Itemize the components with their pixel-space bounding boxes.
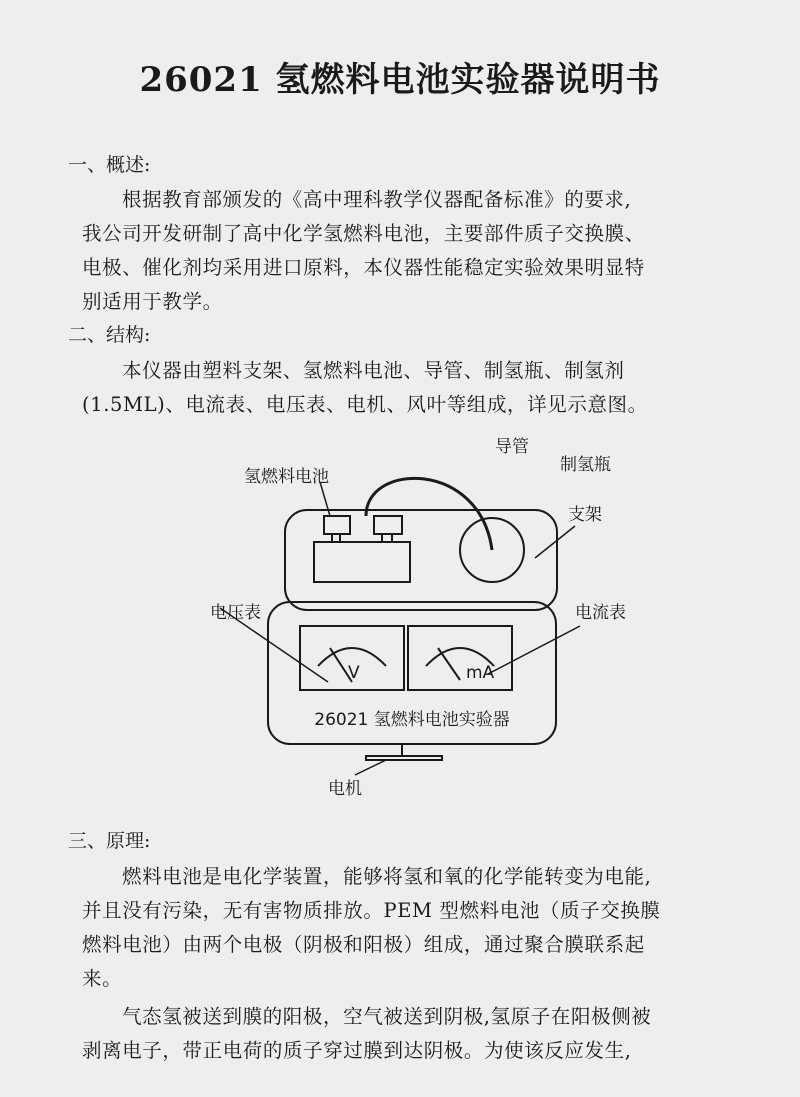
section3-line-6: 剥离电子，带正电荷的质子穿过膜到达阴极。为使该反应发生,	[82, 1039, 632, 1062]
ammeter-needle	[438, 648, 460, 680]
section2-line-2: (1.5ML)、电流表、电压表、电机、风叶等组成，详见示意图。	[82, 393, 648, 416]
section2-line-1: 本仪器由塑料支架、氢燃料电池、导管、制氢瓶、制氢剂	[122, 359, 625, 382]
stand-upper-body	[285, 510, 557, 610]
fuel-cell-terminal-right	[374, 516, 402, 534]
ammeter-box	[408, 626, 512, 690]
section3-line-5: 气态氢被送到膜的阳极，空气被送到阴极,氢原子在阳极侧被	[122, 1005, 652, 1028]
section1-line-3: 电极、催化剂均采用进口原料，本仪器性能稳定实验效果明显特	[82, 256, 645, 279]
label-fuel-cell: 氢燃料电池	[244, 467, 329, 487]
section3-line-3: 燃料电池）由两个电极（阴极和阳极）组成，通过聚合膜联系起	[82, 933, 645, 956]
apparatus-diagram	[180, 430, 780, 820]
ammeter-leader	[488, 626, 580, 674]
section3-line-4: 来。	[82, 967, 123, 990]
section1-heading: 一、概述:	[68, 154, 151, 176]
device-name-label: 26021 氢燃料电池实验器	[314, 710, 510, 730]
stand-leader	[535, 526, 575, 558]
motor-leader	[355, 760, 386, 775]
fuel-cell-block	[314, 542, 410, 582]
label-hydrogen-bottle: 制氢瓶	[560, 455, 611, 475]
section3-heading: 三、原理:	[68, 830, 151, 852]
label-motor: 电机	[328, 779, 362, 799]
section1-line-2: 我公司开发研制了高中化学氢燃料电池，主要部件质子交换膜、	[82, 222, 645, 245]
label-voltmeter: 电压表	[210, 603, 261, 623]
label-tube: 导管	[495, 437, 529, 457]
section3-line-2: 并且没有污染，无有害物质排放。PEM 型燃料电池（质子交换膜	[82, 899, 661, 922]
label-stand: 支架	[568, 505, 602, 525]
motor-base-bar	[366, 756, 442, 760]
section3-line-1: 燃料电池是电化学装置，能够将氢和氧的化学能转变为电能,	[122, 865, 652, 888]
section1-line-4: 别适用于教学。	[82, 290, 223, 313]
voltmeter-unit: V	[348, 663, 360, 683]
connecting-tube	[366, 478, 492, 550]
fuel-cell-terminal-left	[324, 516, 350, 534]
section2-heading: 二、结构:	[68, 324, 151, 346]
label-ammeter: 电流表	[575, 603, 626, 623]
document-title: 26021 氢燃料电池实验器说明书	[139, 60, 661, 100]
ammeter-unit: mA	[466, 663, 495, 683]
section1-line-1: 根据教育部颁发的《高中理科教学仪器配备标准》的要求,	[122, 188, 632, 211]
